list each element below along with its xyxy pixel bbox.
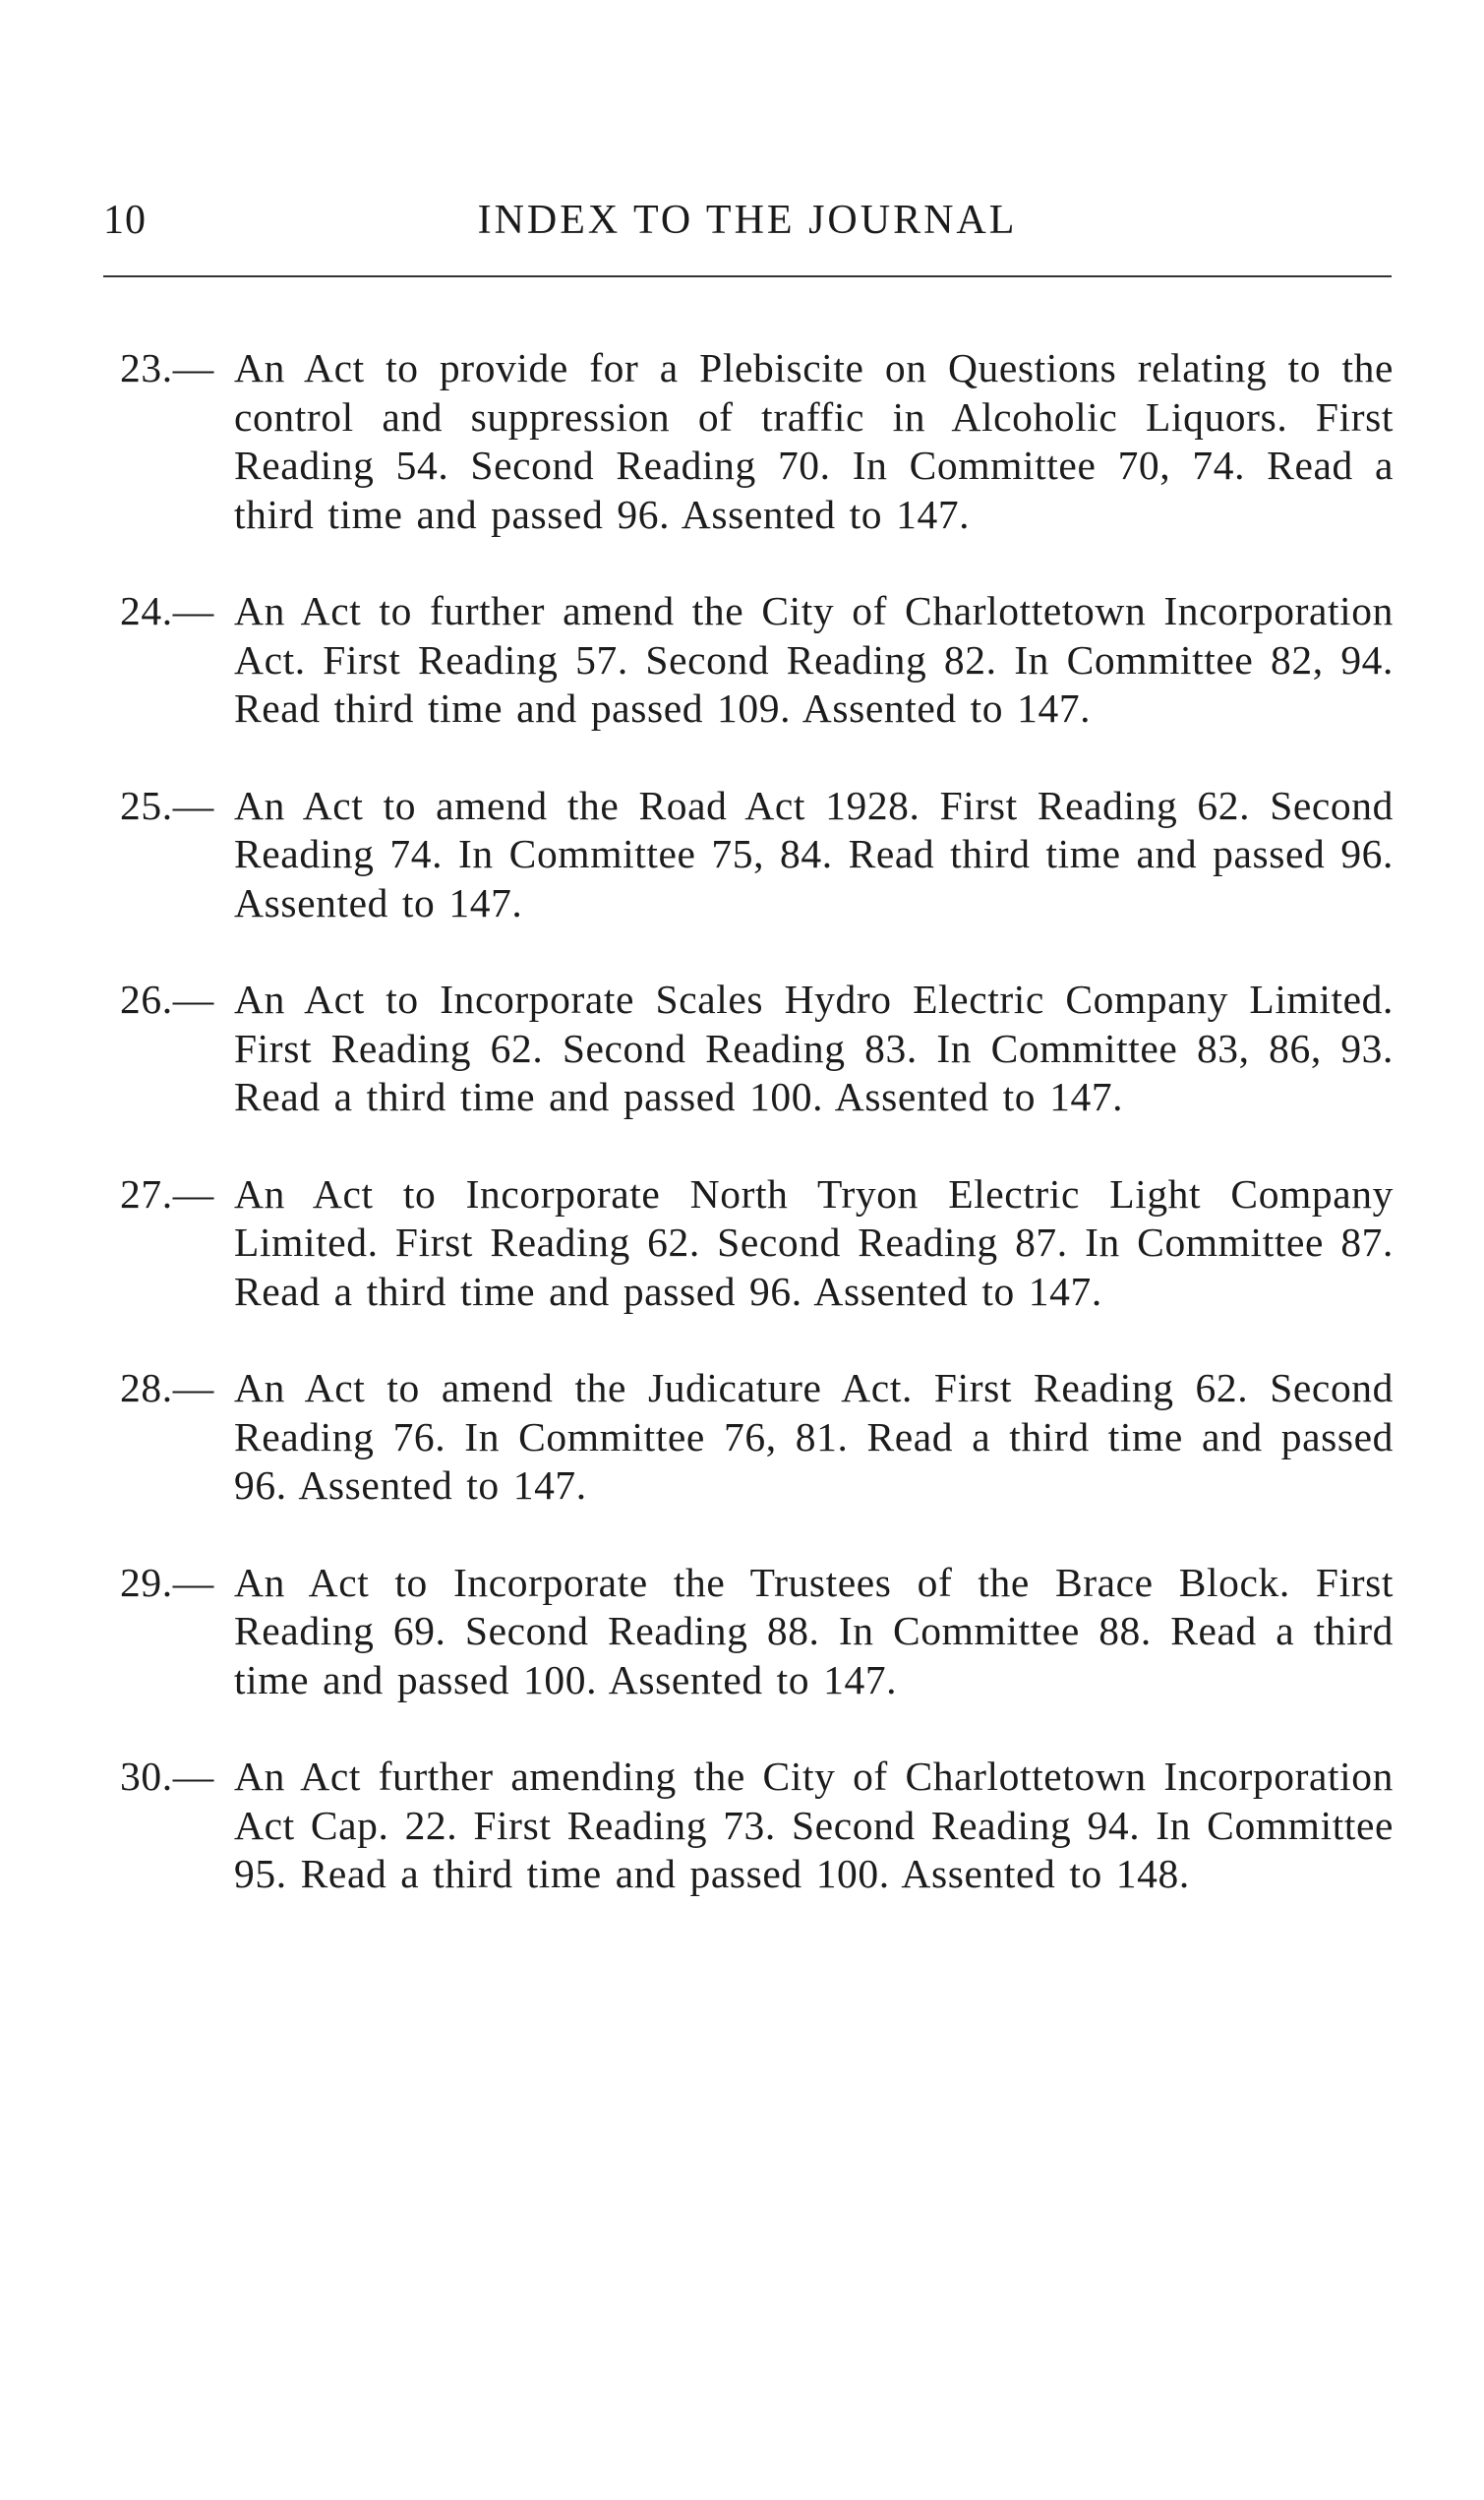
entry-text: An Act to further amend the City of Charlottetown Incorporation Act. First Reading 57. Second Reading 82. In Committee 82, 94. Read third time and passed 109. Assented to 147. — [234, 588, 1394, 731]
index-entry-25 — [120, 782, 1394, 928]
entry-number: 23.— — [120, 345, 212, 390]
entry-text: An Act to amend the Road Act 1928. First Reading 62. Second Reading 74. In Committee 75, 84. Read third time and passed 96. Assented to 147. — [234, 782, 1394, 925]
entry-number: 28.— — [120, 1365, 212, 1410]
running-title: INDEX TO THE JOURNAL — [477, 198, 1018, 243]
entry-text: An Act to Incorporate the Trustees of the Brace Block. First Reading 69. Second Reading 88. In Committee 88. Read a third time and passed 100. Assented to 147. — [234, 1559, 1394, 1702]
entry-number: 25.— — [120, 782, 212, 828]
entry-list — [120, 344, 1394, 1947]
entry-number: 26.— — [120, 977, 212, 1022]
header-rule — [103, 275, 1392, 277]
index-entry-28 — [120, 1364, 1394, 1511]
page-number: 10 — [103, 198, 147, 243]
entry-text: An Act to amend the Judicature Act. First Reading 62. Second Reading 76. In Committee 76, 81. Read a third time and passed 96. Assented to 147. — [234, 1365, 1394, 1508]
index-entry-26 — [120, 976, 1394, 1122]
index-entry-29 — [120, 1559, 1394, 1705]
index-entry-30 — [120, 1753, 1394, 1899]
entry-text: An Act to Incorporate North Tryon Electric Light Company Limited. First Reading 62. Second Reading 87. In Committee 87. Read a third time and passed 96. Assented to 147. — [234, 1170, 1394, 1314]
index-entry-24 — [120, 587, 1394, 734]
entry-number: 24.— — [120, 588, 212, 633]
entry-text: An Act further amending the City of Charlottetown Incorporation Act Cap. 22. First Reading 73. Second Reading 94. In Committee 95. Read a third time and passed 100. Assented to 148. — [234, 1754, 1394, 1896]
entry-number: 27.— — [120, 1170, 212, 1217]
index-entry-27 — [120, 1170, 1394, 1317]
entry-text: An Act to provide for a Plebiscite on Questions relating to the control and suppression of traffic in Alcoholic Liquors. First Reading 54. Second Reading 70. In Committee 70, 74. Read a third time and passed 96. Assented to 147. — [234, 345, 1394, 537]
page-header — [103, 197, 1392, 266]
entry-number: 30.— — [120, 1754, 212, 1799]
entry-number: 29.— — [120, 1559, 212, 1605]
entry-text: An Act to Incorporate Scales Hydro Electric Company Limited. First Reading 62. Second Reading 83. In Committee 83, 86, 93. Read a third time and passed 100. Assented to 147. — [234, 977, 1394, 1119]
index-entry-23 — [120, 344, 1394, 539]
